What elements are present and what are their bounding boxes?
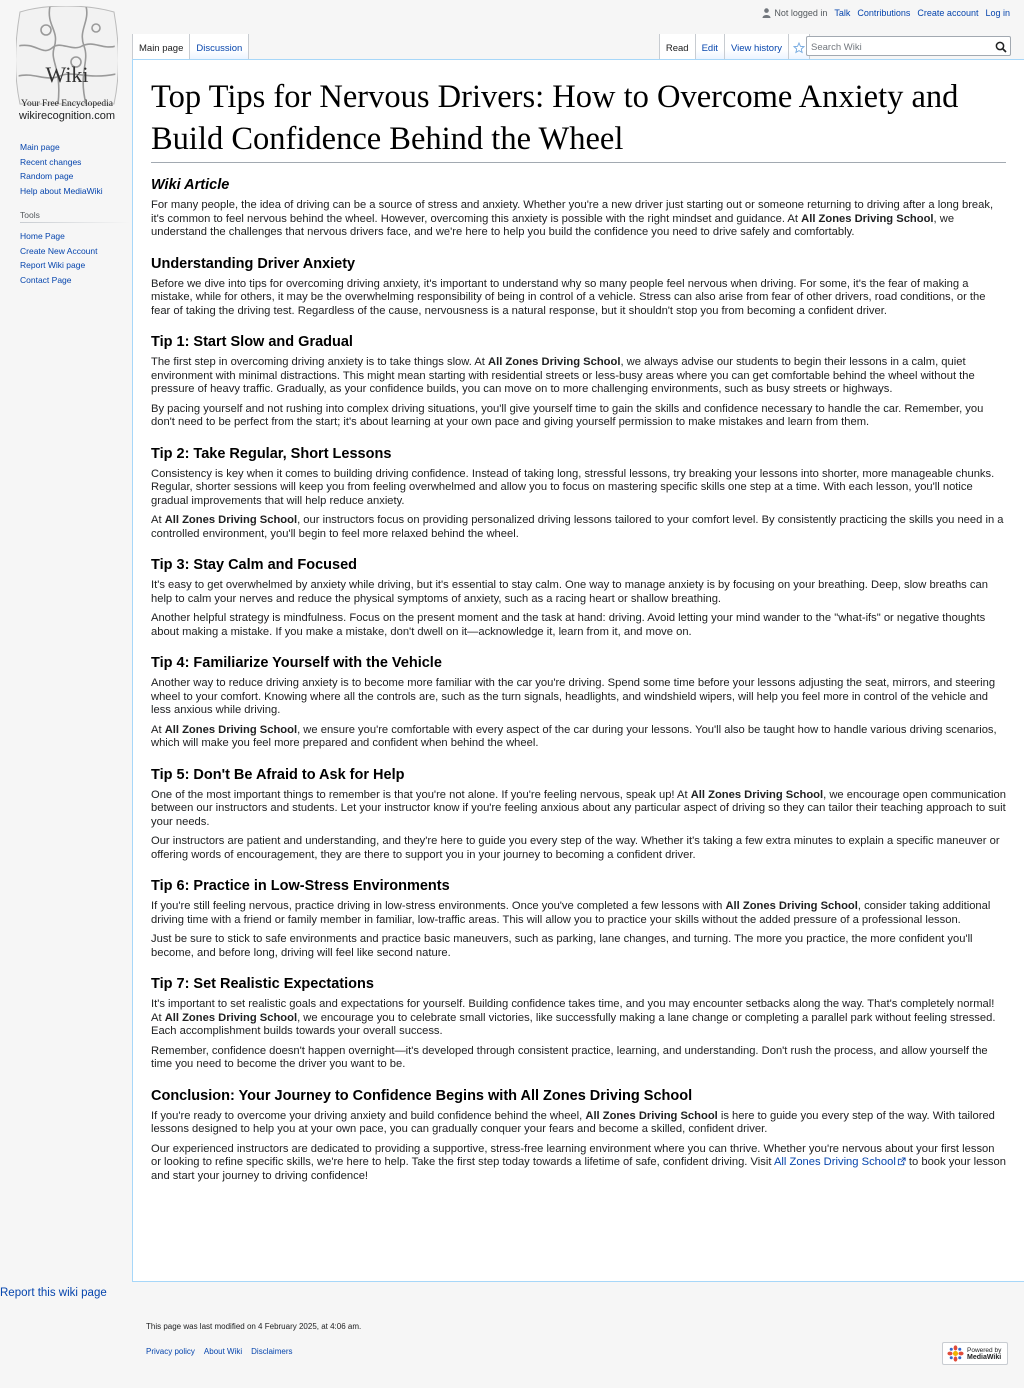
paragraph: Before we dive into tips for overcoming driving anxiety, it's important to understand why so many people feel nervous when driving. For some, it's the fear of making a mistake, while for others, it may be the overwhelming responsibility of being in control of a vehicle. Stress can also arise from fear of other drivers, road conditions, or the fear of taking the driving test. Regardless of the cause, nervousness is a natural response, but it shouldn't stop you from becoming a confident driver. xyxy=(151,277,986,317)
create-account-link[interactable]: Create account xyxy=(917,8,979,18)
page-title: Top Tips for Nervous Drivers: How to Overcome Anxiety and Build Confidence Behind the Wheel xyxy=(151,76,1006,163)
sidebar-item-recent-changes[interactable]: Recent changes xyxy=(20,156,82,167)
paragraph: One of the most important things to remember is that you're not alone. If you're feeling nervous, speak up! At All Zones Driving School, we encourage open communication between our instructors and students. Let your instructor know if you're feeling anxious about any particular aspect of driving so they can tailor their teaching approach to suit your needs. xyxy=(151,788,1006,828)
sidebar-tools-heading: Tools xyxy=(20,210,130,223)
footer-privacy-link[interactable]: Privacy policy xyxy=(146,1347,195,1356)
tab-view-history[interactable]: View history xyxy=(724,34,788,60)
brand-name: All Zones Driving School xyxy=(164,1011,298,1024)
paragraph: At All Zones Driving School, our instructors focus on providing personalized driving lessons tailored to your comfort level. By consistently practicing the skills you need in a controlled environment, you'll begin to feel more relaxed behind the wheel. xyxy=(151,514,1004,540)
tab-edit[interactable]: Edit xyxy=(695,34,724,60)
tab-main-page[interactable]: Main page xyxy=(132,34,189,60)
sidebar xyxy=(20,140,130,287)
search-input[interactable] xyxy=(807,39,987,57)
sidebar-item-create-account[interactable]: Create New Account xyxy=(20,245,98,256)
brand-name: All Zones Driving School xyxy=(585,1109,718,1122)
not-logged-in xyxy=(762,8,827,18)
paragraph: At All Zones Driving School, we ensure you're comfortable with every aspect of the car during your lessons. You'll also be taught how to handle various driving scenarios, which will make you feel more prepared and confident when behind the wheel. xyxy=(151,723,997,749)
section-heading: Conclusion: Your Journey to Confidence Begins with All Zones Driving School xyxy=(151,1087,693,1104)
powered-by-mediawiki-badge[interactable] xyxy=(942,1342,1008,1365)
paragraph: If you're still feeling nervous, practice driving in low-stress environments. Once you've completed a few lessons with All Zones Driving School, consider taking additional driving time with a friend or family member in familiar, low-traffic areas. This will allow you to practice your skills without the added pressure of a professional lesson. xyxy=(151,900,991,926)
paragraph: It's easy to get overwhelmed by anxiety while driving, but it's essential to stay calm. One way to manage anxiety is by focusing on your breathing. Deep, slow breaths can help to calm your nerves and reduce the physical symptoms of anxiety, such as a racing heart or shallow breathing. xyxy=(151,579,988,605)
paragraph: By pacing yourself and not rushing into complex driving situations, you'll give yourself time to gain the skills and confidence necessary to handle the car. Remember, you don't need to be perfect from the start; it's about learning at your own pace and giving yourself permission to make mistakes and learn from them. xyxy=(151,402,984,428)
mediawiki-flower-icon xyxy=(947,1345,964,1362)
brand-name: All Zones Driving School xyxy=(164,514,298,526)
site-logo[interactable] xyxy=(12,6,122,122)
talk-link[interactable]: Talk xyxy=(834,8,851,18)
brand-name: All Zones Driving School xyxy=(801,212,934,225)
namespace-tabs xyxy=(132,34,249,60)
logo-site-name: wikirecognition.com xyxy=(19,110,115,122)
search-box xyxy=(806,36,1011,56)
section-heading: Tip 7: Set Realistic Expectations xyxy=(151,976,374,992)
footer-last-modified: This page was last modified on 4 February 2025, at 4:06 am. xyxy=(146,1322,362,1331)
external-link[interactable]: All Zones Driving School xyxy=(774,1156,906,1168)
paragraph: Our experienced instructors are dedicated to providing a supportive, stress-free learning environment where you can thrive. Whether you're nervous about your first lesson or looking to refine specific skills, we're here to help. Take the first step today towards a lifetime of safe, confident driving. Visit All Zones Driving School to book your lesson and start your journey to driving confidence! xyxy=(151,1142,1006,1182)
section-heading: Tip 1: Start Slow and Gradual xyxy=(151,334,353,350)
sidebar-item-main-page[interactable]: Main page xyxy=(20,142,60,152)
paragraph: Another way to reduce driving anxiety is to become more familiar with the car you're driving. Spend some time before your lessons adjusting the seat, mirrors, and steering wheel to your comfort. Knowing where all the controls are, such as the turn signals, headlights, and windshield wipers, will help you feel more in control of the vehicle and less anxious while driving. xyxy=(151,677,996,716)
personal-menu xyxy=(762,8,1010,18)
footer-links xyxy=(146,1347,292,1356)
not-logged-in-label: Not logged in xyxy=(774,8,828,18)
brand-name: All Zones Driving School xyxy=(690,788,824,801)
logo-wordmark: Wiki xyxy=(45,62,89,87)
sidebar-item-contact-page[interactable]: Contact Page xyxy=(20,274,72,285)
paragraph: Consistency is key when it comes to building driving confidence. Instead of taking long, stressful lessons, try breaking your lessons into shorter, more manageable chunks. Regular, shorter sessions will keep you from feeling overwhelmed and allow you to focus on mastering specific skills one step at a time. With each lesson, you'll notice gradual improvements that will help reduce anxiety. xyxy=(151,467,995,507)
footer-disclaimers-link[interactable]: Disclaimers xyxy=(251,1347,293,1356)
sidebar-tools xyxy=(20,229,130,287)
log-in-link[interactable]: Log in xyxy=(985,8,1010,18)
section-heading: Tip 4: Familiarize Yourself with the Vehicle xyxy=(151,655,442,671)
view-tabs xyxy=(659,34,810,60)
tab-read[interactable]: Read xyxy=(659,34,695,60)
footer-about-link[interactable]: About Wiki xyxy=(203,1347,243,1356)
logo-tagline: Your Free Encyclopedia xyxy=(21,99,113,109)
section-heading: Tip 3: Stay Calm and Focused xyxy=(151,557,358,573)
brand-name: All Zones Driving School xyxy=(164,723,298,736)
section-heading: Understanding Driver Anxiety xyxy=(151,255,356,272)
puzzle-globe-icon xyxy=(16,6,118,110)
paragraph: Our instructors are patient and understanding, and they're here to guide you every step of the way. Whether it's taking a few extra minutes to explain a specific maneuver or offering words of encouragement, they are there to support you in your journey to becoming a confident driver. xyxy=(151,835,1000,861)
paragraph: The first step in overcoming driving anxiety is to take things slow. At All Zones Driving School, we always advise our students to begin their lessons in a calm, quiet environment with minimal distractions. This might mean starting with residential streets or less-busy areas where you can get comfortable behind the wheel without the pressure of heavy traffic. Gradually, as your confidence builds, you can move on to more challenging environments, such as busy streets or highways. xyxy=(151,356,975,395)
paragraph: If you're ready to overcome your driving anxiety and build confidence behind the wheel, All Zones Driving School is here to guide you every step of the way. With tailored lessons designed to help you at your own pace, you can gradually conquer your fears and become a skilled, confident driver. xyxy=(151,1109,995,1135)
mediawiki-label: MediaWiki xyxy=(967,1353,1002,1361)
article-content xyxy=(132,59,1024,1282)
section-heading: Tip 2: Take Regular, Short Lessons xyxy=(151,445,392,462)
sidebar-item-home-page[interactable]: Home Page xyxy=(20,231,65,241)
paragraph: It's important to set realistic goals and expectations for yourself. Building confidence takes time, and you may encounter setbacks along the way. That's completely normal! At All Zones Driving School, we encourage you to celebrate small victories, like successfully making a lane change or completing a parallel park without feeling stressed. Each accomplishment builds towards your overall success. xyxy=(151,998,996,1037)
sidebar-item-report-page[interactable]: Report Wiki page xyxy=(20,260,86,270)
sidebar-navigation xyxy=(20,140,130,198)
paragraph: Another helpful strategy is mindfulness. Focus on the present moment and the task at hand: driving. Avoid letting your mind wander to the "what-ifs" or negative thoughts about making a mistake. If you make a mistake, don't dwell on it—acknowledge it, learn from it, and move on. xyxy=(151,612,986,638)
powered-by-label: Powered by xyxy=(967,1346,1002,1354)
paragraph: Remember, confidence doesn't happen overnight—it's developed through consistent practice, learning, and understanding. Don't rush the process, and allow yourself the time you need to become the driver you want to be. xyxy=(151,1044,988,1070)
brand-name: All Zones Driving School xyxy=(488,356,621,368)
paragraph: Just be sure to stick to safe environments and practice basic maneuvers, such as parking, lane changes, and turning. The more you practice, the more confident you'll become, and before long, driving will feel like second nature. xyxy=(151,933,973,959)
section-heading: Tip 6: Practice in Low-Stress Environments xyxy=(151,878,450,894)
tab-discussion[interactable]: Discussion xyxy=(189,34,249,60)
report-wiki-page-link[interactable]: Report this wiki page xyxy=(0,1287,107,1299)
user-icon xyxy=(762,8,771,18)
contributions-link[interactable]: Contributions xyxy=(857,8,911,18)
sidebar-item-help[interactable]: Help about MediaWiki xyxy=(20,185,103,196)
section-heading: Tip 5: Don't Be Afraid to Ask for Help xyxy=(151,766,405,783)
search-icon[interactable] xyxy=(995,40,1007,58)
article-subtitle: Wiki Article xyxy=(151,177,230,193)
external-link-icon xyxy=(897,1157,906,1166)
sidebar-item-random-page[interactable]: Random page xyxy=(20,171,74,181)
intro-paragraph: For many people, the idea of driving can be a source of stress and anxiety. Whether you're a new driver just starting out or someone returning to driving after a long break, it's common to feel nervous behind the wheel. However, overcoming this anxiety is possible with the right mindset and guidance. At All Zones Driving School, we understand the challenges that nervous drivers face, and we're here to help you build the confidence you need to drive safely and comfortably. xyxy=(151,199,994,238)
brand-name: All Zones Driving School xyxy=(725,900,858,912)
